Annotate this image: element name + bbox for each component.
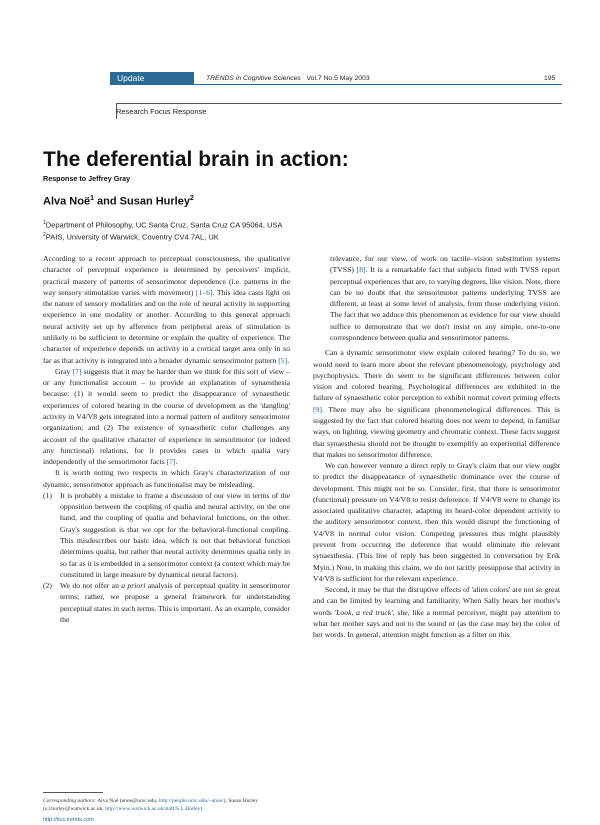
affiliation-1: [43, 220, 282, 230]
footnote-label: Corresponding authors:: [43, 798, 97, 804]
list-item: [43, 580, 290, 625]
affiliation-2-text: PAIS, University of Warwick, Coventry CV4 7AL, UK: [45, 232, 219, 242]
list-item-text-a: We do not offer an: [60, 581, 122, 591]
paragraph-2-text-b: suggests that it may be harder than we think for this sort of view – or any functionalist account – to provide an explanation of synaesthesia because: (1) it would seem to predict the disappearance of synaesthetic experiences of colored hearing in the course of development as the 'dangling' activity in V4/V8 gets integrated into a normal pattern of auditory sensorimotor organization; and (2) The existence of synaesthetic color challenges any account of the qualitative character of experience in sensorimotor (or indeed any functional) relations, for it provides cases in which qualia vary independently of the sensorimotor facts: [43, 366, 290, 467]
section-rule-horizontal: [116, 103, 562, 104]
paragraph-6-text-a: Second, it may be that the disruptive effects of 'alien colors' are not so great and can be limited by learning and familiarity. When Sally hears her mother's words: [313, 585, 560, 617]
journal-header: [0, 72, 600, 86]
journal-issue: Vol.7 No.5 May 2003: [306, 75, 370, 82]
page-number: 195: [544, 75, 556, 82]
author-2: Susan Hurley: [119, 195, 190, 208]
reference-link[interactable]: [1–6]: [195, 287, 213, 297]
reference-link[interactable]: [5]: [278, 355, 288, 365]
article-title: The deferential brain in action:: [43, 148, 349, 171]
list-item: [43, 490, 290, 580]
section-label: Research Focus Response: [116, 107, 207, 116]
author-1-sup: 1: [90, 195, 94, 202]
footnote-link[interactable]: http://www.warwick.ac.uk/staff/S.L.Hurley: [105, 806, 201, 812]
paragraph-2-text-a: Gray: [55, 366, 73, 376]
authors-and: and: [93, 195, 120, 208]
paragraph-1: [43, 253, 290, 366]
authors: [43, 195, 194, 208]
list-item-number: (1): [43, 490, 52, 500]
affiliation-2-sup: 2: [43, 232, 46, 238]
list-item-continuation: [313, 253, 560, 343]
paragraph-1-text-b: . This idea casts light on the nature of sensory modalities and on the role of neural activity in supporting experience in one modality or another. According to this general approach neural activity set up by afference from peripheral areas of stimulation is unlikely to be sufficient to determine or explain the quality of experience. The character of experience depends on activity in a cortical target area only in so far as that activity is integrated into a broader dynamic sensorimotor pattern: [43, 287, 290, 365]
continuation-text-a: relevance, for our view, of work on tactile–vision substitution systems (TVSS): [330, 254, 560, 275]
left-column: [43, 253, 290, 625]
update-tag: Update: [110, 72, 194, 85]
numbered-list: [43, 490, 290, 625]
list-item-number: (2): [43, 581, 52, 591]
footnote-text: ).: [200, 806, 204, 812]
paragraph-4: [313, 347, 560, 460]
paragraph-3: It is worth noting two respects in which Gray's characterization of our dynamic, sensorimotor approach as functionalist may be misleading.: [43, 468, 290, 489]
footnote-text: Alva Noë (anoe@ucsc.edu,: [96, 798, 159, 804]
author-1: Alva Noë: [43, 195, 91, 208]
footnote-text: ), Susan Hurley (s.l.hurley@warwick.ac.uk,: [43, 798, 258, 812]
reference-link[interactable]: [9]: [313, 404, 322, 414]
right-column: [313, 253, 560, 641]
list-item-italic: a priori: [121, 581, 146, 591]
paragraph-6-italic: 'Look, a red truck': [334, 607, 393, 617]
affiliation-2: [43, 232, 219, 242]
paragraph-1-text-a: According to a recent approach to perceptual consciousness, the qualitative character of perceptual experience is determined by perceivers' implicit, practical mastery of patterns of sensorimotor dependence (i.e. patterns in the way sensory stimulation varies with movement): [43, 254, 290, 297]
paragraph-2: [43, 366, 290, 468]
paragraph-6: [313, 584, 560, 640]
paragraph-4-text-b: . There may also be significant phenomenological differences. This is suggested by the fact that colored hearing does not seem to depend, in familiar ways, on lighting, viewing geometry and chromatic context. These facts suggest that synaesthesia should not be thought to exemplify an experiential difference that makes no sensorimotor difference.: [313, 404, 560, 459]
continuation-text-b: . It is a remarkable fact that subjects fitted with TVSS report perceptual experiences that are, to varying degrees, like vision. Note, there can be no doubt that the sensorimotor patterns underlying TVSS are different, at least at some level of analysis, from those underlying vision. The fact that we adduce this phenomenon as evidence for our view should suffice to demonstrate that we don't insist on any simple, one-to-one correspondence between qualia and sensorimotor patterns.: [330, 265, 560, 342]
journal-info: [206, 73, 370, 84]
author-2-sup: 2: [189, 195, 194, 202]
footnote-rule: [43, 792, 103, 793]
list-item-text: It is probably a mistake to frame a discussion of our view in terms of the opposition between the coupling of qualia and neural activity, on the one hand, and the coupling of qualia and behavioral functions, on the other. Gray's suggestion is that we opt for the behavioral-functional coupling. This misdescribes our basic idea, which is not that behavioral function determines qualia, but rather that neural activity determines qualia only in so far as it is embedded in a sensorimotor context (a context which may be constituted in large measure by dynamical neural factors).: [60, 490, 290, 579]
article-subtitle: Response to Jeffrey Gray: [43, 174, 131, 183]
paragraph-1-text-c: .: [287, 355, 290, 365]
paragraph-2-text-c: .: [175, 457, 178, 467]
footnote-link[interactable]: http://people.ucsc.edu/~anoe/: [158, 798, 224, 804]
reference-link[interactable]: [7]: [72, 366, 82, 376]
paragraph-6-text-b: , she, like a normal perceiver, might pay attention to what her mother says and not to the sound or (as the case may be) the color of her words. In general, attention might function as a filter on this: [313, 607, 560, 640]
affiliation-1-text: Department of Philosophy, UC Santa Cruz, Santa Cruz CA 95064, USA: [45, 220, 283, 230]
journal-url[interactable]: http://tics.trends.com: [43, 817, 94, 823]
footnote: [43, 797, 305, 813]
paragraph-4-text-a: Can a dynamic sensorimotor view explain colored hearing? To do so, we would need to learn more about the relevant phenomenology, psychology and psychophysics. There do seem to be significant differences between color vision and colored hearing. Psychological differences are exhibited in the failure of synaesthetic color perception to exhibit normal covert priming effects: [313, 348, 560, 403]
list-item-text-b: analysis of perceptual quality in sensorimotor terms; rather, we propose a general framework for understanding perceptual states in such terms. This is important. As an example, consider the: [60, 581, 290, 624]
reference-link[interactable]: [8]: [356, 265, 366, 275]
affiliation-1-sup: 1: [43, 220, 46, 226]
paragraph-5: We can however venture a direct reply to Gray's claim that our view ought to predict the disappearance of synaesthetic dominance over the course of development. This might not be so. Consider, first, that there is sensorimotor (functional) pressure on V4/V8 to resist deference. If V4/V8 were to change its associated qualitative character, adapting its heard-color dependent activity to the auditory sensorimotor context, then this would disrupt the functioning of V4/V8 in normal color vision. Competing pressures thus might plausibly prevent from occurring the deference that would eliminate the relevant synaesthesia. (This line of reply has been suggested in conversation by Erik Myin.) Note, in making this claim, we do not tacitly presuppose that activity in V4/V8 is sufficient for the relevant experience.: [313, 461, 560, 583]
reference-link[interactable]: [7]: [166, 457, 176, 467]
journal-name: TRENDS in Cognitive Sciences: [206, 75, 301, 82]
